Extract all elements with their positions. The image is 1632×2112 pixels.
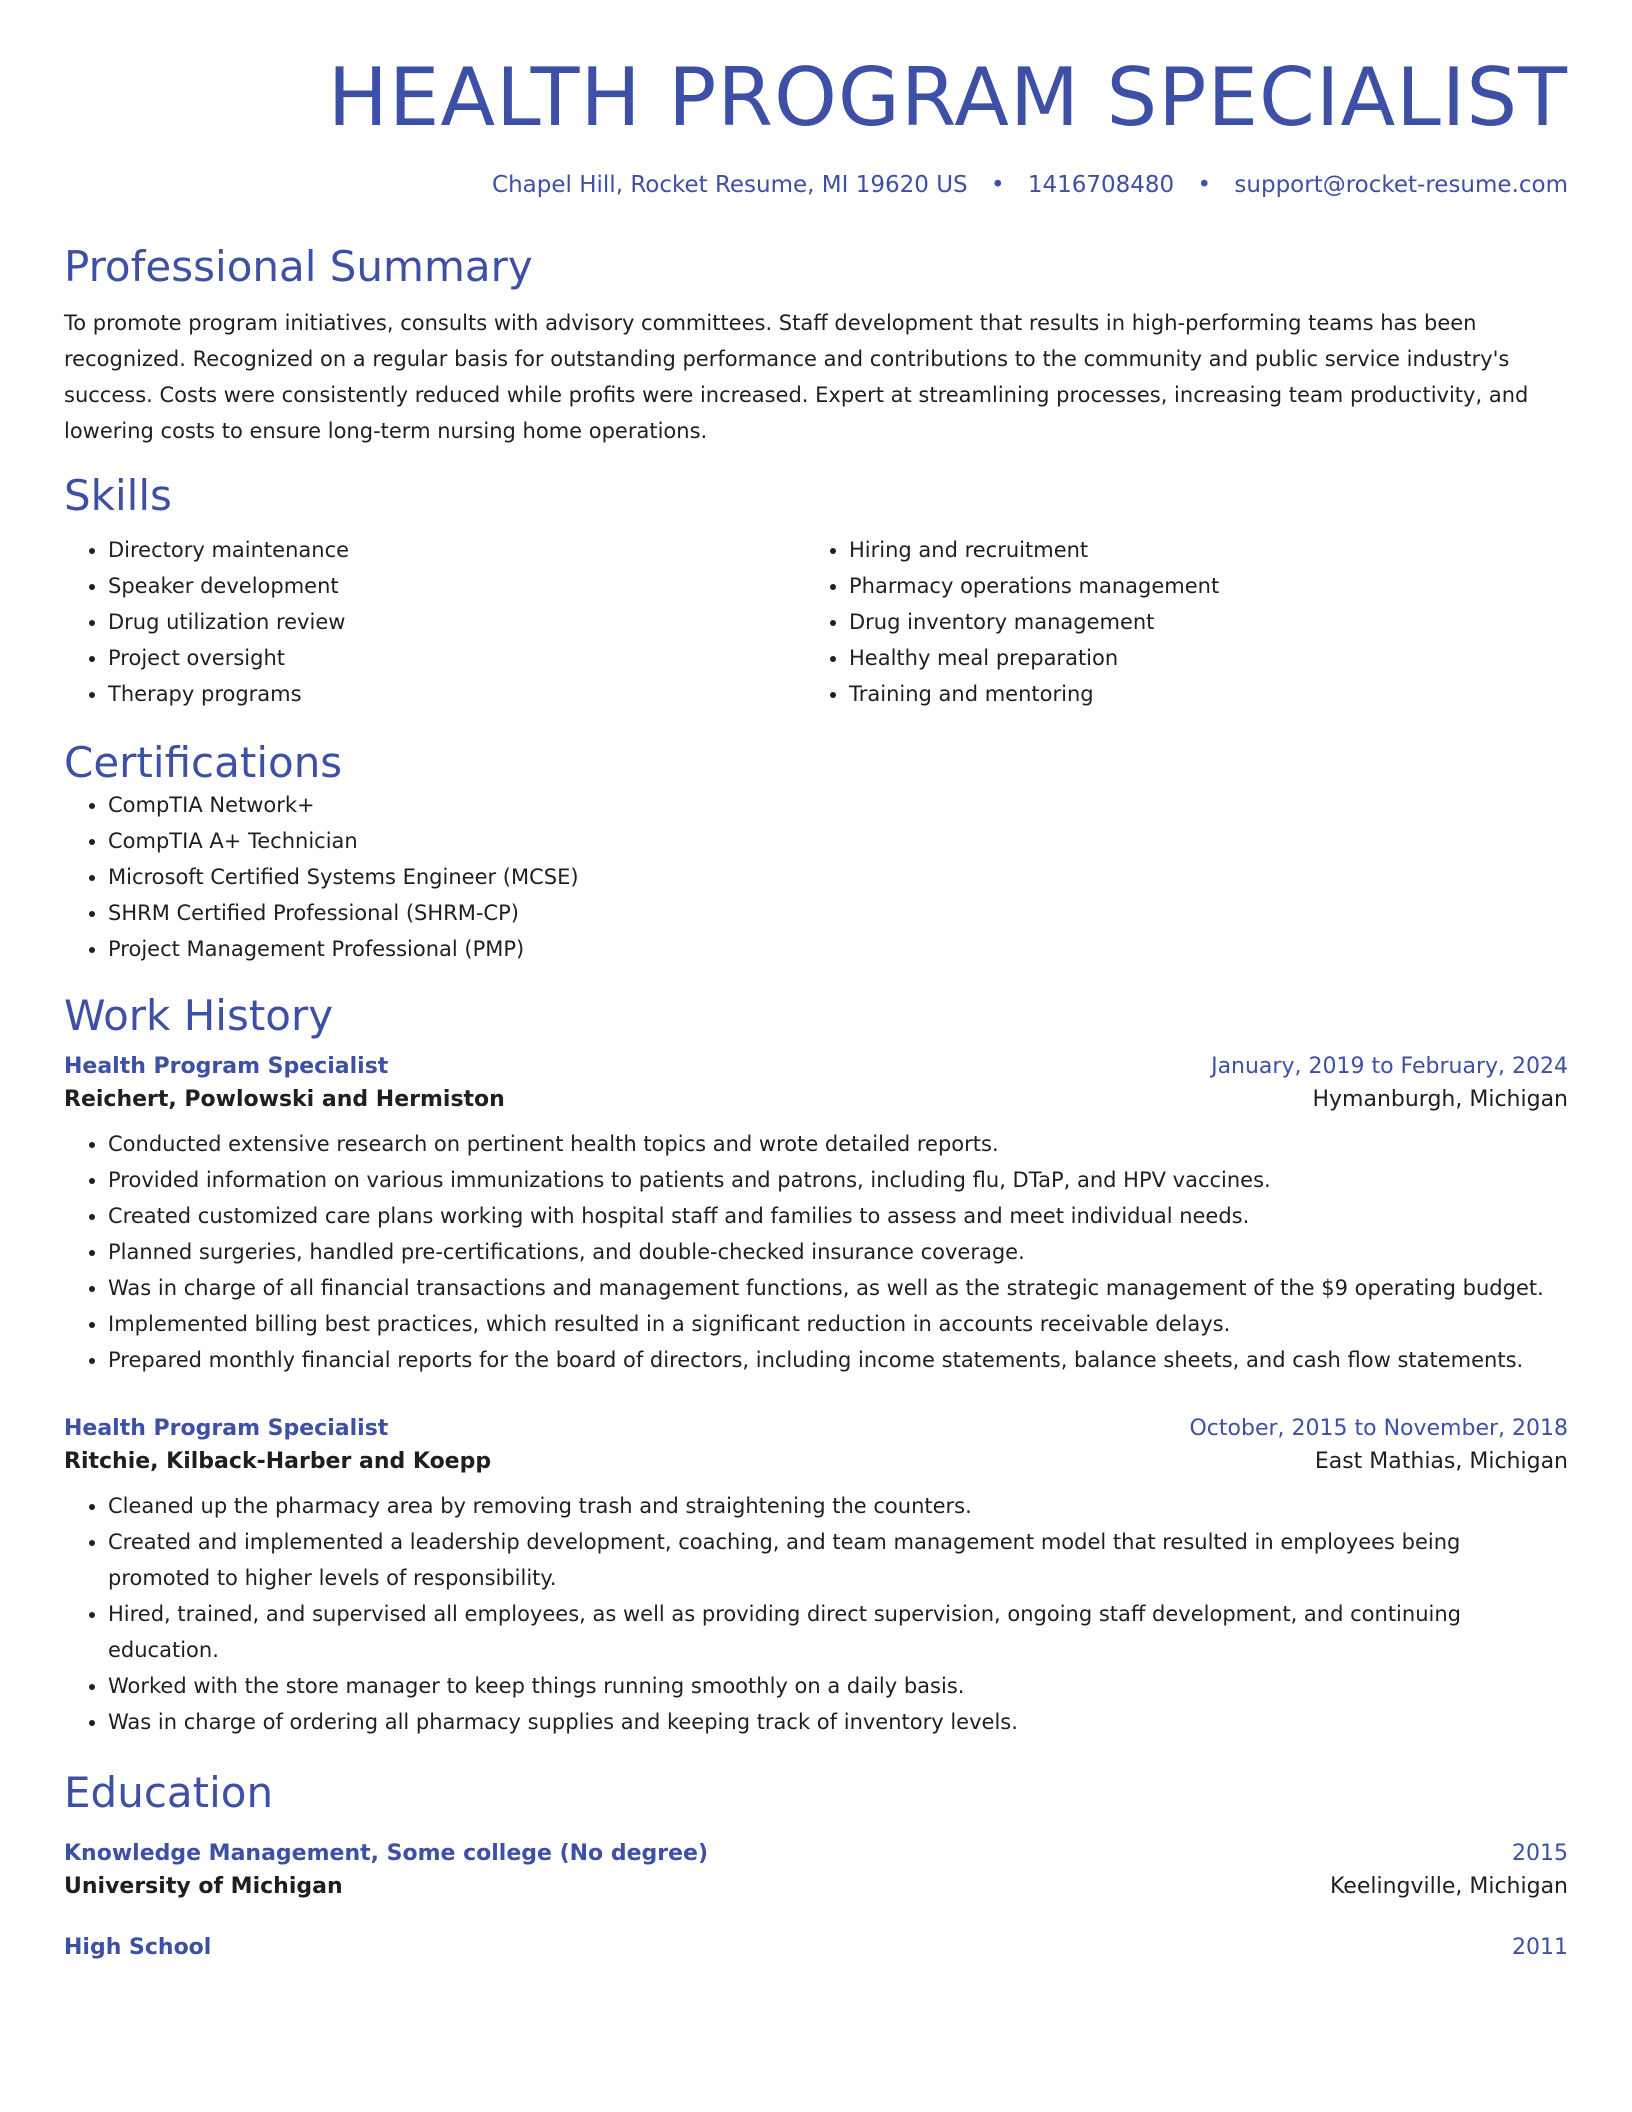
- job-employer-row: [64, 1087, 1568, 1112]
- skill-item: • Therapy programs: [108, 676, 805, 712]
- skill-item: • Drug utilization review: [108, 604, 805, 640]
- contact-email: support@rocket-resume.com: [1234, 172, 1568, 198]
- job-header-row: [64, 1416, 1568, 1441]
- skills-list-right: [805, 532, 1546, 712]
- job-dates: January, 2019 to February, 2024: [1211, 1054, 1568, 1079]
- education-year: 2011: [1512, 1935, 1568, 1960]
- skill-item: • Healthy meal preparation: [849, 640, 1546, 676]
- job-bullet: • Conducted extensive research on pertinent health topics and wrote detailed reports.: [108, 1126, 1568, 1162]
- summary-text: To promote program initiatives, consults with advisory committees. Staff development that results in high-performing teams has been recognized. Recognized on a regular basis for outstanding performance and contributions to the community and public service industry's success. Costs were consistently reduced while profits were increased. Expert at streamlining processes, increasing team productivity, and lowering costs to ensure long-term nursing home operations.: [64, 311, 1529, 443]
- job-employer: Ritchie, Kilback-Harber and Koepp: [64, 1449, 492, 1474]
- education-degree: High School: [64, 1935, 212, 1960]
- education-degree: Knowledge Management, Some college (No degree): [64, 1841, 708, 1866]
- contact-phone: 1416708480: [1027, 172, 1175, 198]
- skill-item: • Hiring and recruitment: [849, 532, 1546, 568]
- job-entry: [64, 1416, 1568, 1740]
- certification-item: • Microsoft Certified Systems Engineer (MCSE): [108, 859, 1568, 895]
- certification-item: • CompTIA A+ Technician: [108, 823, 1568, 859]
- contact-separator: •: [1197, 172, 1212, 198]
- skills-list-left: [64, 532, 805, 712]
- certification-item: • Project Management Professional (PMP): [108, 931, 1568, 967]
- job-bullet: • Provided information on various immunizations to patients and patrons, including flu, DTaP, and HPV vaccines.: [108, 1162, 1568, 1198]
- job-bullet: • Created customized care plans working with hospital staff and families to assess and meet individual needs.: [108, 1198, 1568, 1234]
- education-entry: [64, 1935, 1568, 1960]
- job-location: Hymanburgh, Michigan: [1312, 1087, 1568, 1112]
- skill-item: • Training and mentoring: [849, 676, 1546, 712]
- contact-line: [64, 172, 1568, 198]
- job-bullet: • Prepared monthly financial reports for the board of directors, including income statements, balance sheets, and cash flow statements.: [108, 1342, 1568, 1378]
- skills-grid: [64, 532, 1568, 712]
- education-header-row: [64, 1935, 1568, 1960]
- education-location: Keelingville, Michigan: [1329, 1874, 1568, 1899]
- education-school-row: [64, 1874, 1568, 1899]
- job-bullet: • Cleaned up the pharmacy area by removing trash and straightening the counters.: [108, 1488, 1568, 1524]
- skill-item: • Speaker development: [108, 568, 805, 604]
- skill-item: • Pharmacy operations management: [849, 568, 1546, 604]
- job-bullet: • Implemented billing best practices, which resulted in a significant reduction in accounts receivable delays.: [108, 1306, 1568, 1342]
- certifications-heading: Certifications: [64, 738, 343, 787]
- job-header-row: [64, 1054, 1568, 1079]
- job-bullet: • Was in charge of all financial transactions and management functions, as well as the strategic management of the $9 operating budget.: [108, 1270, 1568, 1306]
- job-bullet: • Was in charge of ordering all pharmacy supplies and keeping track of inventory levels.: [108, 1704, 1568, 1740]
- job-entry: [64, 1054, 1568, 1378]
- job-location: East Mathias, Michigan: [1314, 1449, 1568, 1474]
- skill-item: • Drug inventory management: [849, 604, 1546, 640]
- job-title: Health Program Specialist: [64, 1416, 389, 1441]
- work-history-heading: Work History: [64, 991, 334, 1040]
- education-header-row: [64, 1841, 1568, 1866]
- skills-heading: Skills: [64, 471, 172, 520]
- education-entry: [64, 1841, 1568, 1899]
- education-year: 2015: [1512, 1841, 1568, 1866]
- job-bullet: • Worked with the store manager to keep things running smoothly on a daily basis.: [108, 1668, 1568, 1704]
- job-bullet: • Planned surgeries, handled pre-certifications, and double-checked insurance coverage.: [108, 1234, 1568, 1270]
- skill-item: • Directory maintenance: [108, 532, 805, 568]
- education-school: University of Michigan: [64, 1874, 343, 1899]
- education-heading: Education: [64, 1768, 274, 1817]
- contact-address: Chapel Hill, Rocket Resume, MI 19620 US: [492, 172, 968, 198]
- certifications-list: [64, 787, 1568, 967]
- contact-separator: •: [990, 172, 1005, 198]
- job-employer: Reichert, Powlowski and Hermiston: [64, 1087, 505, 1112]
- skill-item: • Project oversight: [108, 640, 805, 676]
- job-bullets: [64, 1126, 1568, 1378]
- certification-item: • SHRM Certified Professional (SHRM-CP): [108, 895, 1568, 931]
- certification-item: • CompTIA Network+: [108, 787, 1568, 823]
- job-dates: October, 2015 to November, 2018: [1189, 1416, 1568, 1441]
- job-title: Health Program Specialist: [64, 1054, 389, 1079]
- job-employer-row: [64, 1449, 1568, 1474]
- job-bullets: [64, 1488, 1568, 1740]
- resume-name: HEALTH PROGRAM SPECIALIST: [327, 51, 1568, 144]
- job-bullet: • Hired, trained, and supervised all employees, as well as providing direct supervision, ongoing staff development, and continuing education.: [108, 1596, 1568, 1668]
- summary-heading: Professional Summary: [64, 242, 533, 291]
- job-bullet: • Created and implemented a leadership development, coaching, and team management model that resulted in employees being promoted to higher levels of responsibility.: [108, 1524, 1568, 1596]
